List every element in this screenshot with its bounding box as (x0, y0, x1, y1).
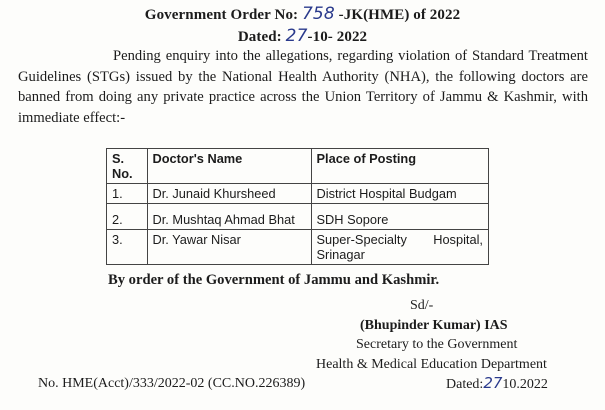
header-place-of-posting: Place of Posting (311, 149, 488, 184)
footer-date (446, 374, 548, 393)
signer-name: (Bhupinder Kumar) IAS (360, 317, 508, 333)
table-row (107, 204, 489, 230)
cell-place: SDH Sopore (311, 204, 488, 230)
place-line-2: Srinagar (316, 247, 365, 262)
banned-doctors-table (106, 148, 489, 265)
order-paragraph (18, 46, 588, 128)
handwritten-date-day: 27 (285, 26, 308, 46)
table-row (107, 184, 489, 204)
by-order-line: By order of the Government of Jammu and Kashmir. (108, 272, 440, 288)
handwritten-footer-day: 27 (483, 374, 503, 392)
header-sno: S. No. (107, 149, 148, 184)
place-line-1 (317, 232, 483, 247)
signer-department: Health & Medical Education Department (316, 356, 547, 372)
footer-dated-suffix: 10.2022 (502, 377, 548, 392)
cell-sno: 3. (107, 230, 148, 265)
dated-prefix: Dated: (237, 29, 282, 45)
cell-doctor-name: Dr. Junaid Khursheed (147, 184, 311, 204)
dated-suffix: -10- 2022 (307, 29, 368, 45)
header-doctor-name: Doctor's Name (147, 149, 311, 184)
table-header-row (107, 149, 489, 184)
cell-sno: 2. (107, 204, 148, 230)
place-part-1: Super-Specialty (316, 232, 407, 247)
cell-doctor-name: Dr. Yawar Nisar (147, 230, 311, 265)
order-date-line (0, 26, 605, 46)
cell-place (311, 230, 488, 265)
order-prefix: Government Order No: (144, 7, 299, 23)
place-part-2: Hospital, (433, 232, 483, 247)
handwritten-order-number: 758 (302, 4, 335, 24)
reference-number: No. HME(Acct)/333/2022-02 (CC.NO.226389) (38, 376, 306, 391)
order-number-line (0, 4, 605, 24)
cell-place: District Hospital Budgam (311, 184, 488, 204)
footer-dated-prefix: Dated: (446, 377, 484, 392)
cell-doctor-name: Dr. Mushtaq Ahmad Bhat (147, 204, 311, 230)
sd-mark: Sd/- (410, 298, 434, 313)
order-paragraph-text: Pending enquiry into the allegations, regarding violation of Standard Treatment Guidelines (STGs) issued by the National Health Authority (NHA), the following doctors are banned from doing any private practice across the Union Territory of Jammu & Kashmir, with immediate effect:- (18, 48, 588, 126)
signature-block (310, 296, 575, 374)
cell-sno: 1. (107, 184, 148, 204)
table-row (107, 230, 489, 265)
order-suffix: -JK(HME) of 2022 (338, 7, 461, 23)
signer-designation: Secretary to the Government (356, 337, 518, 352)
